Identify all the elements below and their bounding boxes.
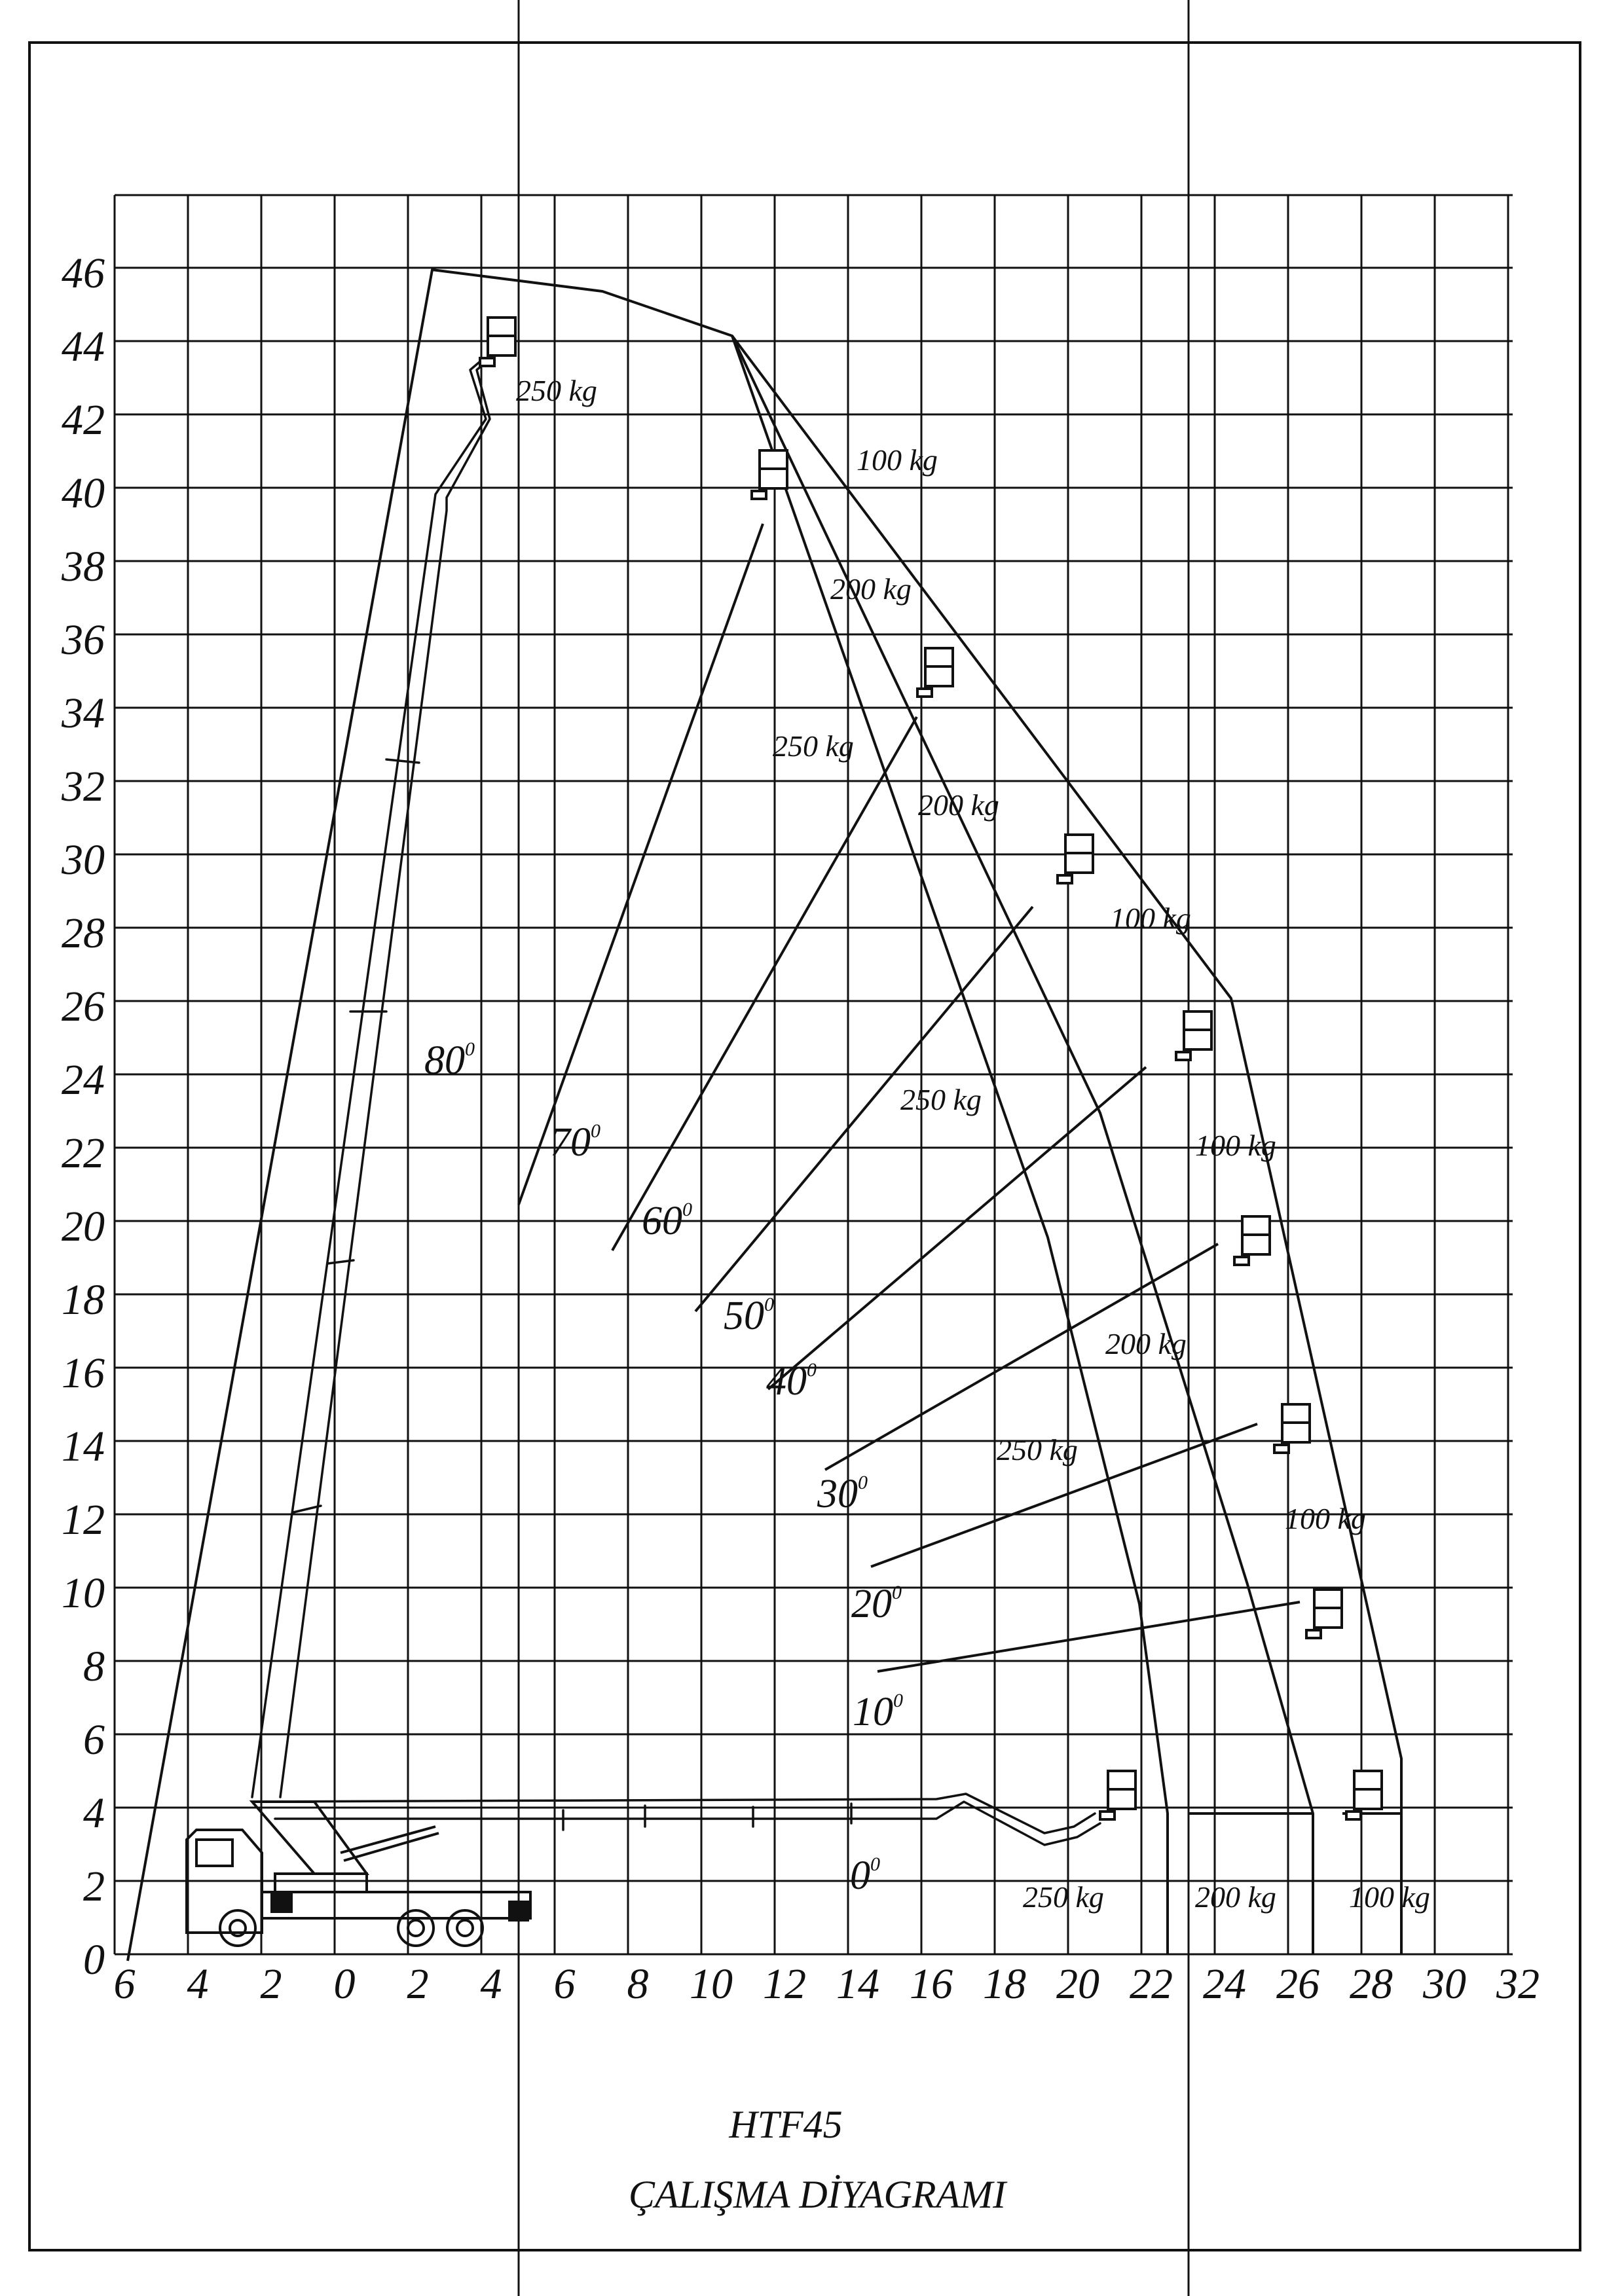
y-tick-label: 46 bbox=[62, 249, 105, 297]
angle-label-60: $60^0$ bbox=[642, 1199, 692, 1243]
x-tick-label: 2 bbox=[407, 1960, 429, 2008]
y-tick-label: 26 bbox=[62, 983, 105, 1030]
basket-icon bbox=[1346, 1771, 1382, 1819]
load-label: 100 kg bbox=[1110, 902, 1191, 935]
x-tick-label: 0 bbox=[333, 1960, 356, 2008]
angle-line-50 bbox=[695, 907, 1033, 1311]
load-label: 250 kg bbox=[900, 1083, 982, 1116]
rear-wheel-1-hub-icon bbox=[408, 1920, 424, 1936]
y-tick-label: 6 bbox=[83, 1716, 105, 1764]
truck-window bbox=[196, 1840, 232, 1866]
basket-icon bbox=[1176, 1011, 1211, 1060]
truck bbox=[187, 1802, 530, 1946]
load-label: 250 kg bbox=[1023, 1880, 1104, 1914]
angle-label-20: $20^0$ bbox=[851, 1582, 902, 1626]
angle-label-50: $50^0$ bbox=[724, 1294, 774, 1338]
basket-icon bbox=[752, 450, 787, 499]
rear-wheel-2-icon bbox=[447, 1910, 483, 1946]
angle-label-10: $10^0$ bbox=[853, 1690, 903, 1734]
y-tick-label: 40 bbox=[62, 469, 105, 517]
x-tick-label: 4 bbox=[187, 1960, 209, 2008]
rear-wheel-1-icon bbox=[398, 1910, 434, 1946]
y-tick-label: 4 bbox=[83, 1789, 105, 1837]
y-tick-label: 32 bbox=[62, 763, 105, 811]
y-tick-label: 28 bbox=[62, 909, 105, 957]
y-tick-label: 10 bbox=[62, 1569, 105, 1617]
y-tick-label: 20 bbox=[62, 1203, 105, 1250]
angle-label-70: $70^0$ bbox=[550, 1120, 600, 1165]
truck-turret-base bbox=[275, 1874, 367, 1892]
truck-outrigger-arm bbox=[341, 1827, 439, 1861]
boom-horizontal bbox=[252, 1794, 1100, 1845]
x-tick-label: 6 bbox=[113, 1960, 136, 2008]
load-labels bbox=[516, 374, 1430, 1914]
y-tick-label: 42 bbox=[62, 396, 105, 444]
y-tick-label: 30 bbox=[62, 836, 105, 884]
load-label: 200 kg bbox=[830, 572, 912, 606]
y-tick-label: 16 bbox=[62, 1349, 105, 1397]
truck-turret bbox=[252, 1802, 367, 1874]
load-label: 100 kg bbox=[1195, 1129, 1276, 1162]
load-label: 250 kg bbox=[516, 374, 597, 407]
x-tick-label: 20 bbox=[1056, 1960, 1099, 2008]
load-label: 200 kg bbox=[1105, 1327, 1187, 1360]
x-tick-label: 14 bbox=[836, 1960, 879, 2008]
basket-icon bbox=[1274, 1404, 1310, 1453]
y-tick-label: 22 bbox=[62, 1129, 105, 1177]
y-tick-label: 34 bbox=[62, 689, 105, 737]
x-tick-label: 28 bbox=[1350, 1960, 1393, 2008]
diagram-subtitle: ÇALIŞMA DİYAGRAMI bbox=[628, 2173, 1006, 2216]
x-tick-label: 10 bbox=[690, 1960, 733, 2008]
load-label: 100 kg bbox=[857, 443, 938, 477]
load-label: 100 kg bbox=[1349, 1880, 1430, 1914]
basket-icon bbox=[1306, 1590, 1342, 1638]
y-tick-label: 18 bbox=[62, 1276, 105, 1324]
angle-label-80: $80^0$ bbox=[424, 1038, 475, 1083]
x-tick-label: 2 bbox=[260, 1960, 282, 2008]
basket-icon bbox=[1100, 1771, 1135, 1819]
y-tick-label: 38 bbox=[62, 543, 105, 591]
angle-labels bbox=[424, 1038, 903, 1898]
angle-label-0: $0^0$ bbox=[850, 1853, 880, 1898]
load-label: 200 kg bbox=[918, 788, 999, 822]
truck-outrigger-right bbox=[509, 1902, 528, 1920]
basket-icon bbox=[917, 648, 953, 697]
truck-outrigger-left bbox=[272, 1892, 291, 1912]
x-tick-label: 12 bbox=[763, 1960, 806, 2008]
working-envelope bbox=[128, 270, 1401, 1961]
x-tick-label: 32 bbox=[1496, 1960, 1540, 2008]
envelope-outer bbox=[128, 270, 1401, 1961]
diagram-title: HTF45 bbox=[729, 2103, 843, 2146]
envelope-250kg-limit bbox=[732, 336, 1168, 1954]
load-label: 100 kg bbox=[1285, 1502, 1366, 1535]
grid bbox=[115, 195, 1513, 1954]
front-wheel-icon bbox=[220, 1910, 255, 1946]
y-tick-label: 24 bbox=[62, 1056, 105, 1104]
y-axis-ticks bbox=[61, 249, 105, 1984]
load-label: 250 kg bbox=[773, 729, 854, 763]
y-tick-label: 2 bbox=[83, 1863, 105, 1910]
basket-icon bbox=[1234, 1216, 1270, 1265]
basket-icon bbox=[1058, 835, 1093, 883]
y-tick-label: 8 bbox=[83, 1643, 105, 1690]
x-tick-label: 24 bbox=[1203, 1960, 1246, 2008]
load-label: 250 kg bbox=[997, 1433, 1078, 1467]
rear-wheel-2-hub-icon bbox=[457, 1920, 473, 1936]
x-tick-label: 30 bbox=[1423, 1960, 1466, 2008]
x-tick-label: 26 bbox=[1276, 1960, 1320, 2008]
angle-label-40: $40^0$ bbox=[766, 1359, 817, 1404]
x-axis-ticks bbox=[114, 1960, 1540, 2008]
load-label: 200 kg bbox=[1195, 1880, 1276, 1914]
y-tick-label: 0 bbox=[83, 1936, 105, 1984]
angle-label-30: $30^0$ bbox=[817, 1472, 868, 1516]
y-tick-label: 12 bbox=[62, 1496, 105, 1544]
y-tick-label: 36 bbox=[62, 616, 105, 664]
y-tick-label: 14 bbox=[62, 1423, 105, 1470]
angle-line-60 bbox=[612, 717, 917, 1250]
x-tick-label: 16 bbox=[910, 1960, 953, 2008]
x-tick-label: 22 bbox=[1130, 1960, 1173, 2008]
x-tick-label: 18 bbox=[983, 1960, 1026, 2008]
truck-chassis bbox=[262, 1892, 530, 1918]
y-tick-label: 44 bbox=[62, 323, 105, 371]
boom-horizontal-top bbox=[252, 1794, 1095, 1833]
x-tick-label: 8 bbox=[627, 1960, 649, 2008]
x-tick-label: 4 bbox=[480, 1960, 502, 2008]
x-tick-label: 6 bbox=[553, 1960, 576, 2008]
